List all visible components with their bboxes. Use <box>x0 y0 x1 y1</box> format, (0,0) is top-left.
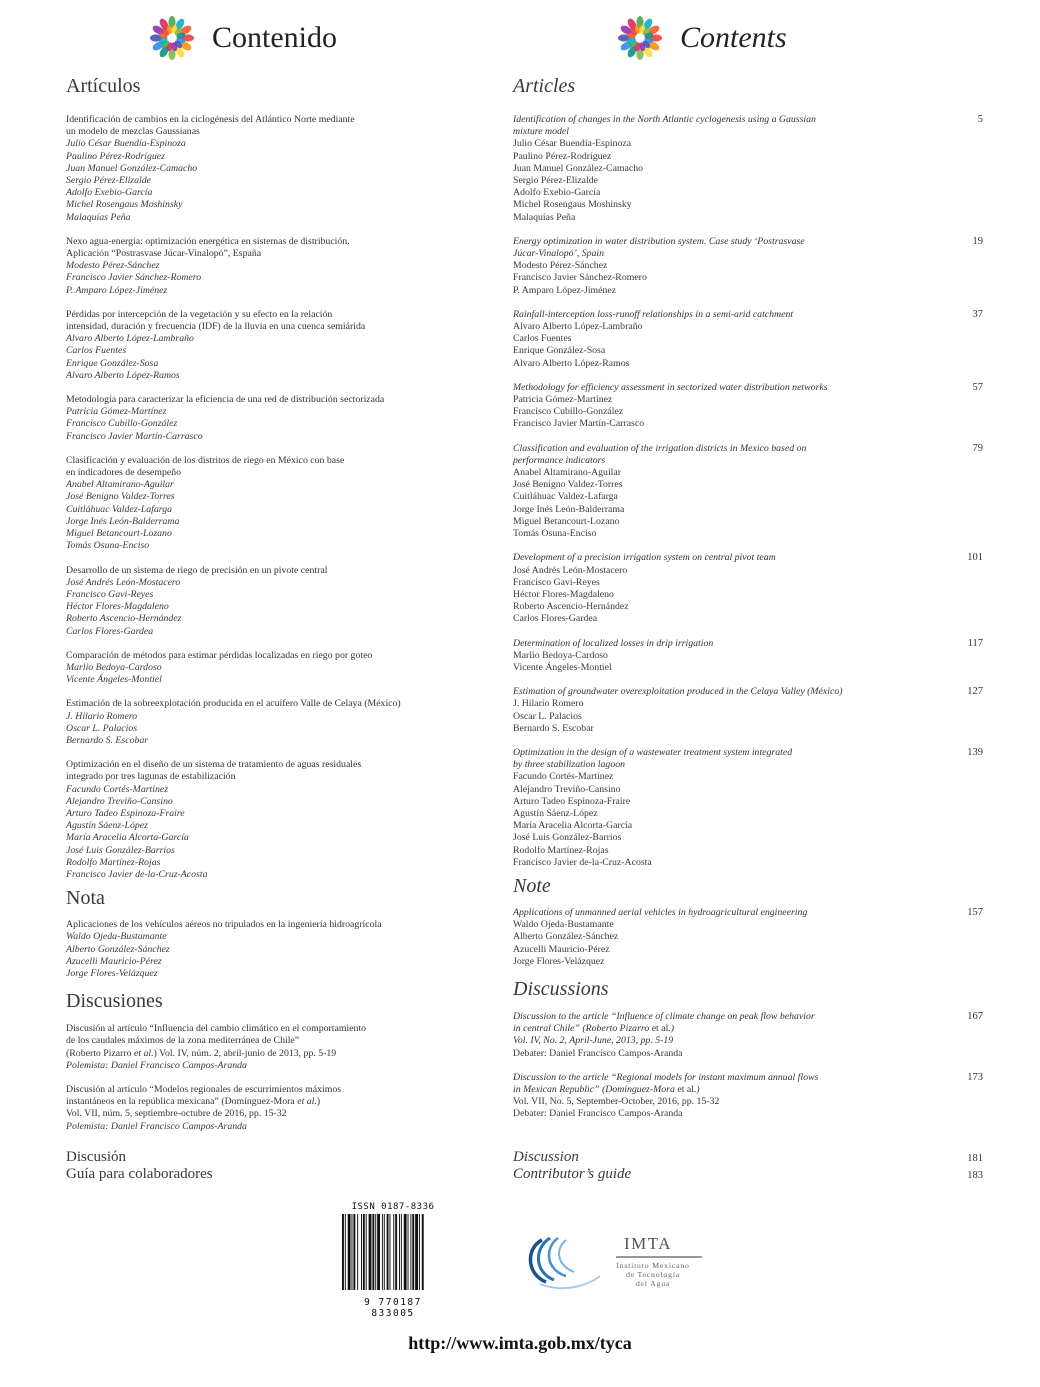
article-author: Francisco Javier Sánchez-Romero <box>513 272 647 284</box>
page-number: 117 <box>967 637 983 649</box>
discussion-line: Discussion to the article “Influence of climate change on peak flow behavior <box>513 1010 815 1022</box>
article-title: Clasificación y evaluación de los distritos de riego en México con base en indicadores de desempeño <box>66 454 345 479</box>
article-author: Carlos Fuentes <box>513 333 572 345</box>
article-author: Jorge Inés León-Balderrama <box>66 515 180 527</box>
article-author: Patricia Gómez-Martínez <box>513 394 613 406</box>
article-author: Alejandro Treviño-Cansino <box>66 795 173 807</box>
discussion-debater: Debater: Daniel Francisco Campos-Aranda <box>513 1108 683 1120</box>
imta-logo <box>520 1230 710 1294</box>
article-entry <box>513 236 985 297</box>
discussion-line: Vol. IV, No. 2, April-June, 2013, pp. 5-19 <box>513 1035 674 1047</box>
article-author: José Benigno Valdez-Torres <box>66 491 175 503</box>
article-title: Energy optimization in water distribution system. Case study ‘Postrasvase Júcar-Vinalopó’, Spain <box>513 235 805 260</box>
issn-label: ISSN 0187-8336 <box>351 1202 435 1212</box>
page-number: 19 <box>972 235 983 247</box>
article-author: José Andrés León-Mostacero <box>513 564 628 576</box>
page-title-spanish: Contenido <box>212 21 337 54</box>
article-entry <box>513 382 985 431</box>
article-author: Anabel Altamirano-Aguilar <box>66 479 174 491</box>
article-author: Tomás Osuna-Enciso <box>66 540 150 552</box>
discussion-label: Discussion <box>513 1149 579 1165</box>
article-entry <box>513 443 985 541</box>
discussion-polemista: Polemista: Daniel Francisco Campos-Aranda <box>66 1120 247 1132</box>
article-author: Enrique González-Sosa <box>66 357 159 369</box>
article-author: Patricia Gómez-Martínez <box>66 406 167 418</box>
section-title-note: Note <box>513 874 551 897</box>
page-number: 79 <box>972 442 983 454</box>
page-number: 167 <box>967 1010 983 1022</box>
page-number: 173 <box>967 1071 983 1083</box>
article-author: Julio César Buendía-Espinoza <box>66 138 186 150</box>
contributors-guide-label: Contributor’s guide <box>513 1166 632 1182</box>
article-author: Carlos Fuentes <box>66 345 127 357</box>
page-number: 37 <box>972 308 983 320</box>
article-author: Paulino Pérez-Rodríguez <box>66 150 165 162</box>
section-title-discusiones: Discusiones <box>66 990 163 1013</box>
article-author: Carlos Flores-Gardea <box>513 613 598 625</box>
article-author: Oscar L. Palacios <box>513 710 582 722</box>
imta-full-name: Instituto Mexicano de Tecnología del Agua <box>616 1261 690 1288</box>
page-title-english: Contents <box>680 21 787 54</box>
article-title: Methodology for efficiency assessment in sectorized water distribution networks <box>513 381 828 393</box>
article-author: Arturo Tadeo Espinoza-Fraire <box>66 807 185 819</box>
article-author: Juan Manuel González-Camacho <box>66 162 198 174</box>
discussion-debater: Debater: Daniel Francisco Campos-Aranda <box>513 1047 683 1059</box>
article-author: Anabel Altamirano-Aguilar <box>513 467 622 479</box>
article-author: María Aracelia Alcorta-García <box>513 820 633 832</box>
english-article-list <box>513 114 985 869</box>
article-author: Rodolfo Martínez-Rojas <box>513 844 609 856</box>
article-entry <box>66 759 486 881</box>
discusion-label: Discusión <box>66 1149 126 1165</box>
article-author: Arturo Tadeo Espinoza-Fraire <box>513 795 631 807</box>
imta-flower-logo-icon <box>614 12 666 64</box>
article-author: Adolfo Exebio-García <box>513 187 601 199</box>
article-author: José Luis González-Barrios <box>66 844 175 856</box>
note-author: Jorge Flores-Velázquez <box>513 955 605 967</box>
article-author: Francisco Cubillo-González <box>66 418 178 430</box>
article-author: Oscar L. Palacios <box>66 722 138 734</box>
article-author: Alvaro Alberto López-Ramos <box>66 369 180 381</box>
guia-label: Guía para colaboradores <box>66 1166 213 1182</box>
article-author: Roberto Ascencio-Hernández <box>66 613 182 625</box>
article-author: Facundo Cortés-Martínez <box>513 771 614 783</box>
article-author: Francisco Javier de-la-Cruz-Acosta <box>513 856 652 868</box>
section-title-nota: Nota <box>66 887 105 910</box>
section-title-articles: Articles <box>513 75 576 97</box>
article-title: Optimization in the design of a wastewater treatment system integrated by three stabilization lagoon <box>513 746 793 771</box>
article-author: Alvaro Alberto López-Lambraño <box>66 333 194 345</box>
article-author: Paulino Pérez-Rodríguez <box>513 150 612 162</box>
note-author: Alberto González-Sánchez <box>513 931 619 943</box>
article-author: Héctor Flores-Magdaleno <box>66 601 169 613</box>
page-number: 57 <box>972 381 983 393</box>
section-title-articulos: Artículos <box>66 75 141 97</box>
spanish-note-list <box>66 919 486 980</box>
header-english <box>614 12 787 64</box>
article-title: Comparación de métodos para estimar pérdidas localizadas en riego por goteo <box>66 649 373 661</box>
article-author: Vicente Ángeles-Montiel <box>66 674 162 686</box>
page-number: 139 <box>967 746 983 758</box>
article-author: Agustín Sáenz-López <box>513 807 598 819</box>
article-author: J. Hilario Romero <box>513 698 584 710</box>
section-title-discussions: Discussions <box>513 977 609 1000</box>
article-author: J. Hilario Romero <box>66 710 138 722</box>
article-title: Classification and evaluation of the irrigation districts in Mexico based on performance indicators <box>513 442 807 466</box>
article-author: Malaquías Peña <box>513 211 576 223</box>
article-entry <box>66 394 486 443</box>
note-author: Alberto González-Sánchez <box>66 943 170 955</box>
discussion-line: instantáneos en la república mexicana” (Domínguez-Mora et al.) <box>66 1096 321 1108</box>
article-author: Héctor Flores-Magdaleno <box>513 588 614 600</box>
article-entry <box>513 114 985 224</box>
discussion-line: Discusión al artículo “Influencia del cambio climático en el comportamiento <box>66 1023 367 1035</box>
imta-divider <box>616 1256 702 1258</box>
article-author: Sergio Pérez-Elizalde <box>513 175 598 187</box>
article-author: Rodolfo Martínez-Rojas <box>66 856 161 868</box>
article-author: Modesto Pérez-Sánchez <box>66 260 160 272</box>
article-author: Bernardo S. Escobar <box>66 734 149 746</box>
article-entry <box>66 455 486 553</box>
english-discussion-1 <box>513 1011 985 1060</box>
article-author: Francisco Gavi-Reyes <box>513 576 600 588</box>
article-entry <box>513 552 985 625</box>
article-entry <box>513 638 985 675</box>
article-title: Identification of changes in the North Atlantic cyclogenesis using a Gaussian mixture model <box>513 114 816 138</box>
article-author: Roberto Ascencio-Hernández <box>513 601 629 613</box>
article-author: Cuitláhuac Valdez-Lafarga <box>66 503 173 515</box>
english-column <box>513 74 985 1121</box>
note-author: Waldo Ojeda-Bustamante <box>66 931 167 943</box>
article-entry <box>66 309 486 382</box>
guide-page-number: 183 <box>967 1170 983 1181</box>
header-spanish <box>146 12 337 64</box>
discussion-line: in central Chile” (Roberto Pizarro et al.) <box>513 1023 675 1035</box>
article-title: Estimation of groundwater overexploitation produced in the Celaya Valley (México) <box>513 686 843 698</box>
barcode <box>340 1202 446 1319</box>
article-author: Miguel Betancourt-Lozano <box>513 515 620 527</box>
article-author: José Benigno Valdez-Torres <box>513 479 623 491</box>
article-entry <box>66 236 486 297</box>
article-title: Desarrollo de un sistema de riego de precisión en un pivote central <box>66 564 328 576</box>
imta-swirl-icon <box>520 1230 600 1294</box>
discussion-line: Vol. VII, No. 5, September-October, 2016, pp. 15-32 <box>513 1096 720 1108</box>
article-title: Metodología para caracterizar la eficiencia de una red de distribución sectorizada <box>66 394 385 406</box>
note-title: Aplicaciones de los vehículos aéreos no tripulados en la ingeniería hidroagrícola <box>66 919 382 931</box>
note-author: Azucelli Mauricio-Pérez <box>513 943 610 955</box>
page-number: 127 <box>967 686 983 698</box>
article-author: Sergio Pérez-Elizalde <box>66 175 151 187</box>
discussion-polemista: Polemista: Daniel Francisco Campos-Aranda <box>66 1059 247 1071</box>
article-author: Carlos Flores-Gardea <box>66 625 154 637</box>
page-number: 157 <box>967 906 983 918</box>
article-author: Julio César Buendía-Espinoza <box>513 138 632 150</box>
note-entry <box>513 907 985 968</box>
discussion-line: Discussion to the article “Regional models for instant maximum annual flows <box>513 1071 819 1083</box>
article-author: Agustín Sáenz-López <box>66 820 148 832</box>
article-author: José Andrés León-Mostacero <box>66 576 181 588</box>
article-author: Alejandro Treviño-Cansino <box>513 783 621 795</box>
article-title: Optimización en el diseño de un sistema de tratamiento de aguas residuales integrado por tres lagunas de estabilización <box>66 759 362 783</box>
article-title: Rainfall-interception loss-runoff relationships in a semi-arid catchment <box>513 308 794 320</box>
spanish-discussion-1 <box>66 1023 486 1072</box>
article-entry <box>513 747 985 869</box>
article-author: Modesto Pérez-Sánchez <box>513 260 608 272</box>
article-author: Facundo Cortés-Martínez <box>66 783 169 795</box>
article-author: Cuitláhuac Valdez-Lafarga <box>513 491 618 503</box>
article-author: María Aracelia Alcorta-García <box>66 832 189 844</box>
article-title: Estimación de la sobreexplotación producida en el acuífero Valle de Celaya (México) <box>66 698 401 710</box>
article-title: Identificación de cambios en la ciclogénesis del Atlántico Norte mediante un modelo de mezclas Gaussianas <box>66 114 355 138</box>
article-author: Michel Rosengaus Moshinsky <box>66 199 183 211</box>
article-author: Marlio Bedoya-Cardoso <box>513 649 608 661</box>
article-author: Juan Manuel González-Camacho <box>513 162 644 174</box>
article-title: Pérdidas por intercepción de la vegetación y su efecto en la relación intensidad, duración y frecuencia (IDF) de la lluvia en una cuenca semiárida <box>66 308 366 333</box>
article-author: Enrique González-Sosa <box>513 345 606 357</box>
article-title: Nexo agua-energía: optimización energética en sistemas de distribución. Aplicación “Postrasvase Júcar-Vinalopó”, España <box>66 235 350 260</box>
article-author: José Luis González-Barrios <box>513 832 622 844</box>
discussion-line: Discusión al artículo “Modelos regionales de escurrimientos máximos <box>66 1084 342 1095</box>
article-title: Development of a precision irrigation system on central pivot team <box>513 552 776 564</box>
discussion-line: in Mexican Republic” (Domínguez-Mora et al.) <box>513 1084 700 1095</box>
article-author: Marlio Bedoya-Cardoso <box>66 661 162 673</box>
note-title: Applications of unmanned aerial vehicles in hydroagricultural engineering <box>513 906 808 918</box>
article-author: Jorge Inés León-Balderrama <box>513 503 625 515</box>
article-author: Francisco Gavi-Reyes <box>66 588 154 600</box>
article-entry <box>513 686 985 735</box>
spanish-column <box>66 74 486 1133</box>
article-entry <box>513 309 985 370</box>
imta-abbreviation: IMTA <box>624 1234 673 1253</box>
article-entry <box>66 650 486 687</box>
english-discussion-2 <box>513 1072 985 1121</box>
discussion-line: de los caudales máximos de la zona mediterránea de Chile” <box>66 1035 300 1047</box>
barcode-bars <box>340 1212 446 1292</box>
discussion-page-number: 181 <box>967 1153 983 1164</box>
footer-url-link[interactable]: http://www.imta.gob.mx/tyca <box>408 1333 632 1353</box>
article-author: Adolfo Exebio-García <box>66 187 153 199</box>
article-author: Miguel Betancourt-Lozano <box>66 528 172 540</box>
article-title: Determination of localized losses in drip irrigation <box>513 637 714 649</box>
imta-flower-logo-icon <box>146 12 198 64</box>
article-author: Francisco Javier Martín-Carrasco <box>66 430 203 442</box>
english-note-list <box>513 907 985 968</box>
note-author: Jorge Flores-Velázquez <box>66 967 158 979</box>
article-entry <box>66 565 486 638</box>
spanish-article-list <box>66 114 486 881</box>
article-author: Tomás Osuna-Enciso <box>513 528 597 540</box>
note-entry <box>66 919 486 980</box>
discussion-line: Vol. VII, núm. 5, septiembre-octubre de 2016, pp. 15-32 <box>66 1108 287 1120</box>
article-author: Bernardo S. Escobar <box>513 722 594 734</box>
article-author: P. Amparo López-Jiménez <box>66 284 168 296</box>
article-author: Vicente Ángeles-Montiel <box>513 661 612 673</box>
barcode-number: 9 770187 833005 <box>364 1297 422 1319</box>
note-author: Waldo Ojeda-Bustamante <box>513 919 614 931</box>
spanish-discussion-2 <box>66 1084 486 1133</box>
article-author: Michel Rosengaus Moshinsky <box>513 199 632 211</box>
article-author: Malaquías Peña <box>66 211 131 223</box>
article-entry <box>66 698 486 747</box>
article-author: Francisco Javier Sánchez-Romero <box>66 272 202 284</box>
article-author: Alvaro Alberto López-Lambraño <box>513 321 643 333</box>
discussion-line: (Roberto Pizarro et al.) Vol. IV, núm. 2, abril-junio de 2013, pp. 5-19 <box>66 1047 337 1059</box>
article-author: Francisco Javier de-la-Cruz-Acosta <box>66 868 208 880</box>
article-entry <box>66 114 486 224</box>
page-number: 101 <box>967 552 983 564</box>
article-author: Francisco Cubillo-González <box>513 406 624 418</box>
page-number: 5 <box>977 114 983 125</box>
article-author: Francisco Javier Martín-Carrasco <box>513 418 645 430</box>
note-author: Azucelli Mauricio-Pérez <box>66 955 162 967</box>
article-author: Alvaro Alberto López-Ramos <box>513 357 630 369</box>
article-author: P. Amparo López-Jiménez <box>513 284 617 296</box>
